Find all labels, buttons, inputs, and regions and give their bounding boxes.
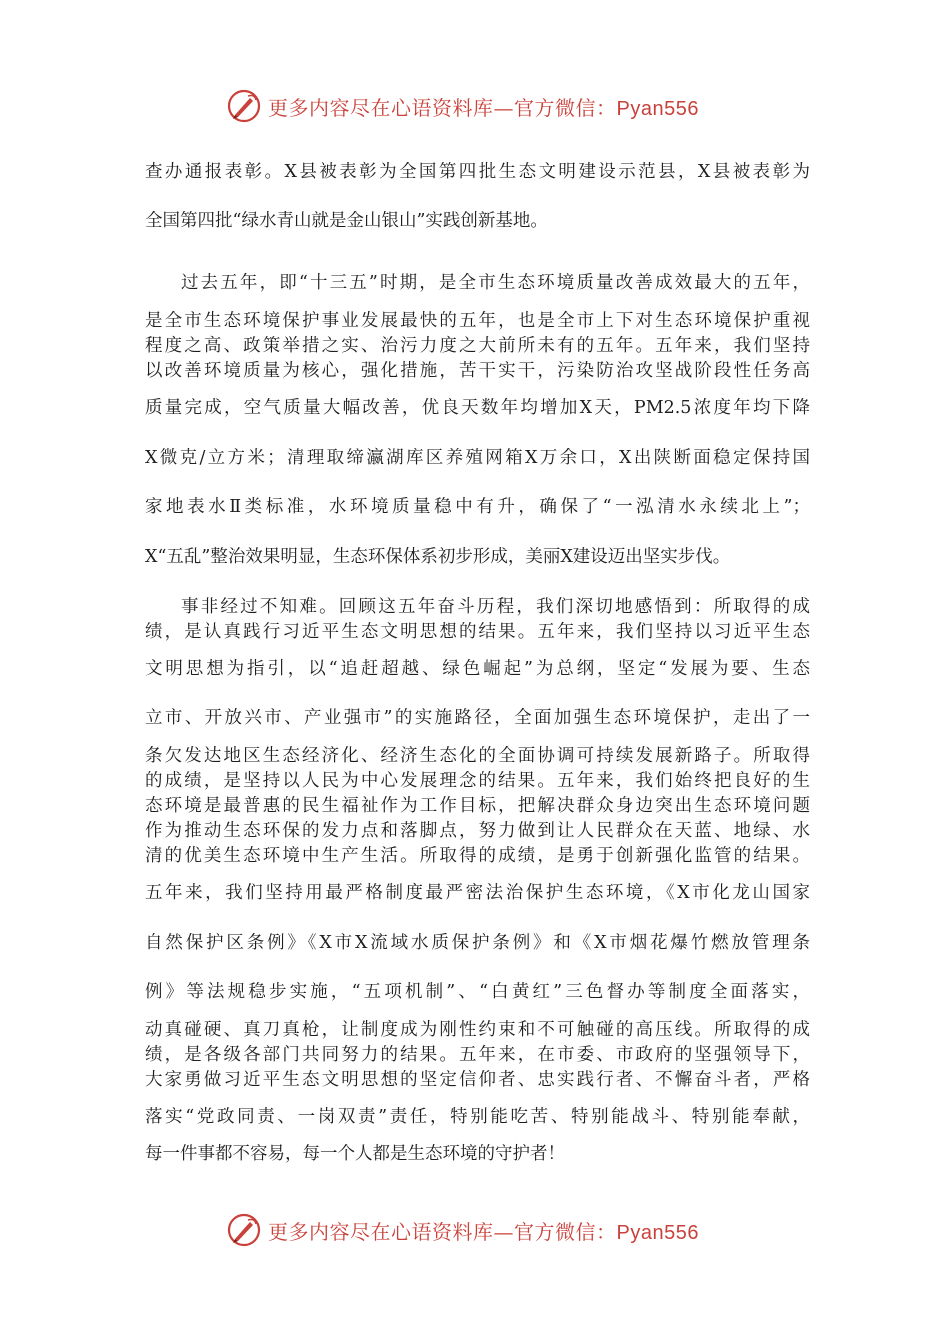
body-line: 每一件事都不容易，每一个人都是生态环境的守护者！ [145,1144,565,1164]
body-line: 查办通报表彰。X县被表彰为全国第四批生态文明建设示范县，X县被表彰为 [145,162,810,182]
banner-wechat-id: Pyan556 [616,97,699,120]
body-line: 立市、开放兴市、产业强市”的实施路径，全面加强生态环境保护，走出了一 [145,708,810,728]
pen-logo-icon [226,88,262,124]
pen-logo-icon [226,1212,262,1248]
body-line: 态环境是最普惠的民生福祉作为工作目标，把解决群众身边突出生态环境问题 [145,796,810,816]
body-line: 绩，是各级各部门共同努力的结果。五年来，在市委、市政府的坚强领导下， [145,1045,810,1065]
body-line: 家地表水Ⅱ类标准，水环境质量稳中有升，确保了“一泓清水永续北上”； [145,497,810,517]
banner-wechat-id: Pyan556 [616,1221,699,1244]
paragraph-first-line: 事非经过不知难。回顾这五年奋斗历程，我们深切地感悟到：所取得的成 [181,597,810,617]
body-line: 质量完成，空气质量大幅改善，优良天数年均增加X天，PM2.5浓度年均下降 [145,398,810,418]
body-line: 条欠发达地区生态经济化、经济生态化的全面协调可持续发展新路子。所取得 [145,746,810,766]
body-line: 清的优美生态环境中生产生活。所取得的成绩，是勇于创新强化监管的结果。 [145,846,810,866]
body-line: 落实“党政同责、一岗双责”责任，特别能吃苦、特别能战斗、特别能奉献， [145,1107,810,1127]
body-line: 自然保护区条例》《X市X流域水质保护条例》和《X市烟花爆竹燃放管理条 [145,933,810,953]
body-line: 程度之高、政策举措之实、治污力度之大前所未有的五年。五年来，我们坚持 [145,336,810,356]
banner-text: 更多内容尽在心语资料库—官方微信： [268,95,617,120]
body-line: 全国第四批“绿水青山就是金山银山”实践创新基地。 [145,211,548,231]
banner-text: 更多内容尽在心语资料库—官方微信： [268,1219,617,1244]
body-line: 例》等法规稳步实施，“五项机制”、“白黄红”三色督办等制度全面落实， [145,982,810,1002]
body-line: 动真碰硬、真刀真枪，让制度成为刚性约束和不可触碰的高压线。所取得的成 [145,1020,810,1040]
body-line: 的成绩，是坚持以人民为中心发展理念的结果。五年来，我们始终把良好的生 [145,771,810,791]
paragraph-first-line: 过去五年，即“十三五”时期，是全市生态环境质量改善成效最大的五年， [181,273,810,293]
body-line: 以改善环境质量为核心，强化措施，苦干实干，污染防治攻坚战阶段性任务高 [145,361,810,381]
body-line: 是全市生态环境保护事业发展最快的五年，也是全市上下对生态环境保护重视 [145,311,810,331]
body-line: X微克/立方米；清理取缔瀛湖库区养殖网箱X万余口，X出陕断面稳定保持国 [145,448,810,468]
header-watermark-banner [226,86,699,126]
body-line: 大家勇做习近平生态文明思想的坚定信仰者、忠实践行者、不懈奋斗者，严格 [145,1070,810,1090]
body-line: 五年来，我们坚持用最严格制度最严密法治保护生态环境，《X市化龙山国家 [145,883,810,903]
body-line: 绩，是认真践行习近平生态文明思想的结果。五年来，我们坚持以习近平生态 [145,622,810,642]
body-line: X“五乱”整治效果明显，生态环保体系初步形成，美丽X建设迈出坚实步伐。 [145,547,731,567]
body-line: 文明思想为指引，以“追赶超越、绿色崛起”为总纲，坚定“发展为要、生态 [145,659,810,679]
footer-watermark-banner [226,1210,699,1250]
body-line: 作为推动生态环保的发力点和落脚点，努力做到让人民群众在天蓝、地绿、水 [145,821,810,841]
